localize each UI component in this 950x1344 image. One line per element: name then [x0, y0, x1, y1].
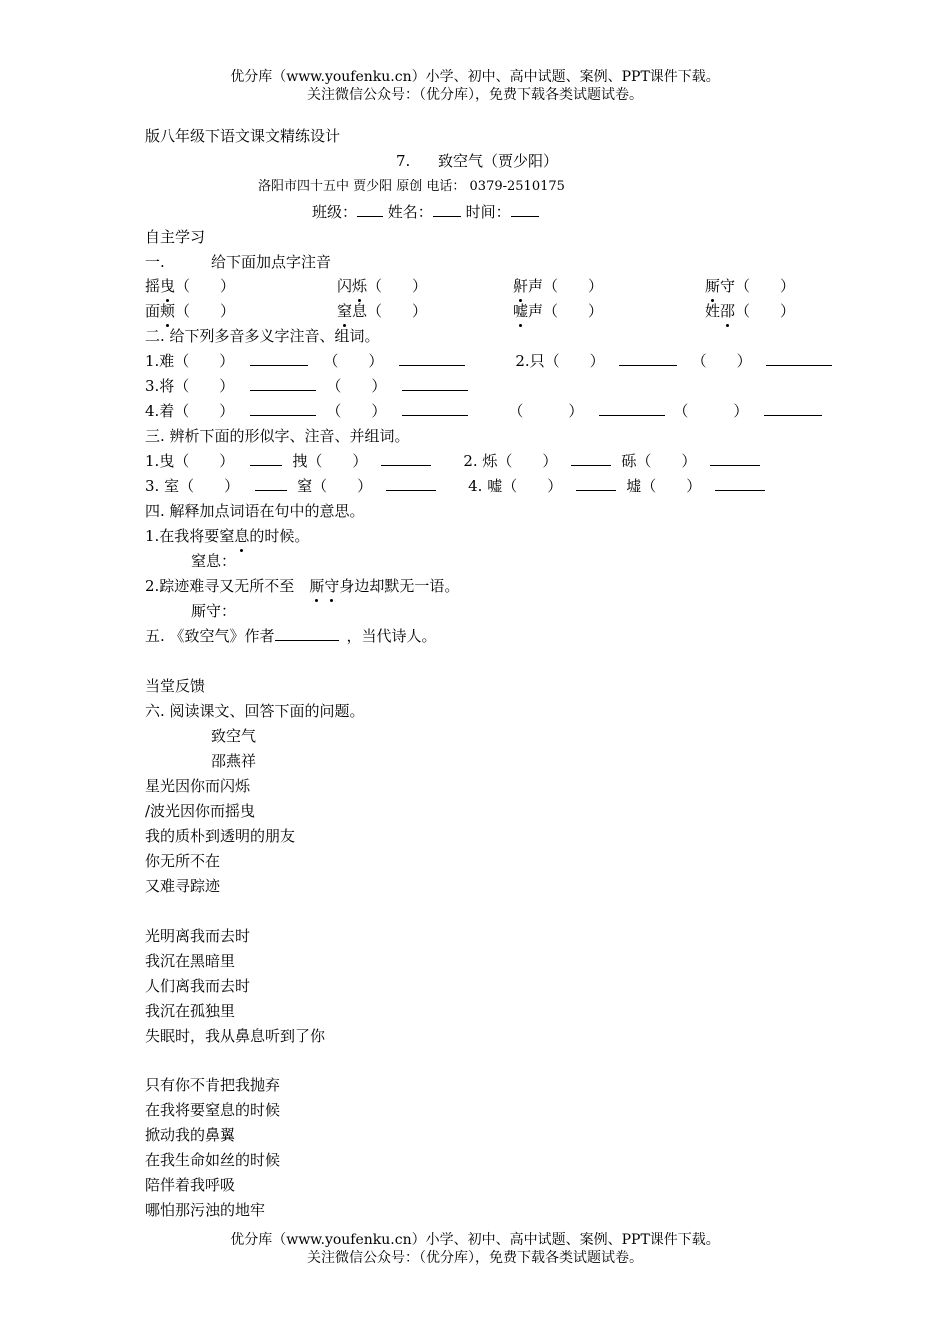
q1-item: 嘘声（ ） [513, 302, 604, 320]
poem-line: /波光因你而摇曳 [145, 802, 256, 820]
q1-item: 面颊（ ） [145, 302, 236, 320]
poem-title: 致空气 [211, 727, 257, 745]
q1-item: 厮守（ ） [705, 277, 796, 295]
q5-line: 五. 《致空气》作者 ，当代诗人。 [145, 627, 437, 645]
poem-line: 掀动我的鼻翼 [145, 1126, 236, 1144]
poem-line: 在我将要窒息的时候 [145, 1101, 281, 1119]
time-label: 时间： [465, 203, 511, 221]
poem-line: 又难寻踪迹 [145, 877, 221, 895]
poem-line: 失眠时，我从鼻息听到了你 [145, 1027, 326, 1045]
header-line-2: 关注微信公众号：（优分库），免费下载各类试题试卷。 [307, 87, 643, 103]
poem-line: 人们离我而去时 [145, 977, 251, 995]
q1-item: 姓邵（ ） [705, 302, 796, 320]
poem-line: 我沉在黑暗里 [145, 952, 236, 970]
class-field[interactable] [357, 202, 383, 217]
poem-line: 只有你不肯把我抛弃 [145, 1076, 281, 1094]
poem-line: 你无所不在 [145, 852, 221, 870]
q2-row-3: 4.着（ ） （ ） （ ） （ ） [145, 401, 822, 421]
q1-item: 窒息（ ） [337, 302, 428, 320]
q2-title: 二. 给下列多音多义字注音、组词。 [145, 327, 380, 345]
q6-title: 六. 阅读课文、回答下面的问题。 [145, 702, 365, 720]
q1-item: 摇曳（ ） [145, 277, 236, 295]
name-label: 姓名： [387, 203, 433, 221]
poem-line: 在我生命如丝的时候 [145, 1151, 281, 1169]
poem-line: 哪怕那污浊的地牢 [145, 1201, 266, 1219]
lesson-title: 致空气（贾少阳） [438, 152, 559, 170]
author-line: 洛阳市四十五中 贾少阳 原创 电话： 0379-2510175 [258, 179, 565, 194]
time-field[interactable] [511, 202, 539, 217]
q4-title: 四. 解释加点词语在句中的意思。 [145, 502, 365, 520]
q4-sentence-2: 2.踪迹难寻又无所不至 厮守身边却默无一语。 [145, 577, 460, 595]
poem-line: 陪伴着我呼吸 [145, 1176, 236, 1194]
q1-item: 鼾声（ ） [513, 277, 604, 295]
poem-line: 我沉在孤独里 [145, 1002, 236, 1020]
poem-line: 光明离我而去时 [145, 927, 251, 945]
poem-line: 星光因你而闪烁 [145, 777, 251, 795]
q1-number: 一. [145, 253, 165, 271]
q2-row-2: 3.将（ ） （ ） [145, 376, 468, 396]
q3-row-1: 1.曳（ ） 拽（ ） 2. 烁（ ） 砾（ ） [145, 451, 760, 471]
footer-line-1: 优分库（www.youfenku.cn）小学、初中、高中试题、案例、PPT课件下载。 [230, 1232, 720, 1248]
class-label: 班级： [312, 203, 358, 221]
q4-sentence-1: 1.在我将要窒息的时候。 [145, 527, 310, 545]
q1-item: 闪烁（ ） [337, 277, 428, 295]
doc-subtitle: 版八年级下语文课文精练设计 [145, 127, 341, 145]
q1-title: 给下面加点字注音 [211, 253, 332, 271]
section-self-study: 自主学习 [145, 228, 206, 246]
header-line-1: 优分库（www.youfenku.cn）小学、初中、高中试题、案例、PPT课件下载。 [230, 69, 720, 85]
section-feedback: 当堂反馈 [145, 677, 206, 695]
q3-row-2: 3. 室（ ） 窒（ ） 4. 嘘（ ） 墟（ ） [145, 476, 765, 496]
q2-row-1: 1.难（ ） （ ） 2.只（ ） （ ） [145, 351, 832, 371]
q4-answer-1: 窒息： [191, 552, 237, 570]
q5-author-field[interactable] [275, 626, 339, 641]
poem-author: 邵燕祥 [211, 752, 257, 770]
lesson-number: 7. [396, 152, 411, 170]
student-info-line [312, 202, 539, 222]
footer-line-2: 关注微信公众号：（优分库），免费下载各类试题试卷。 [307, 1250, 643, 1266]
name-field[interactable] [433, 202, 461, 217]
poem-line: 我的质朴到透明的朋友 [145, 827, 296, 845]
q3-title: 三. 辨析下面的形似字、注音、并组词。 [145, 427, 410, 445]
q4-answer-2: 厮守： [191, 602, 237, 620]
